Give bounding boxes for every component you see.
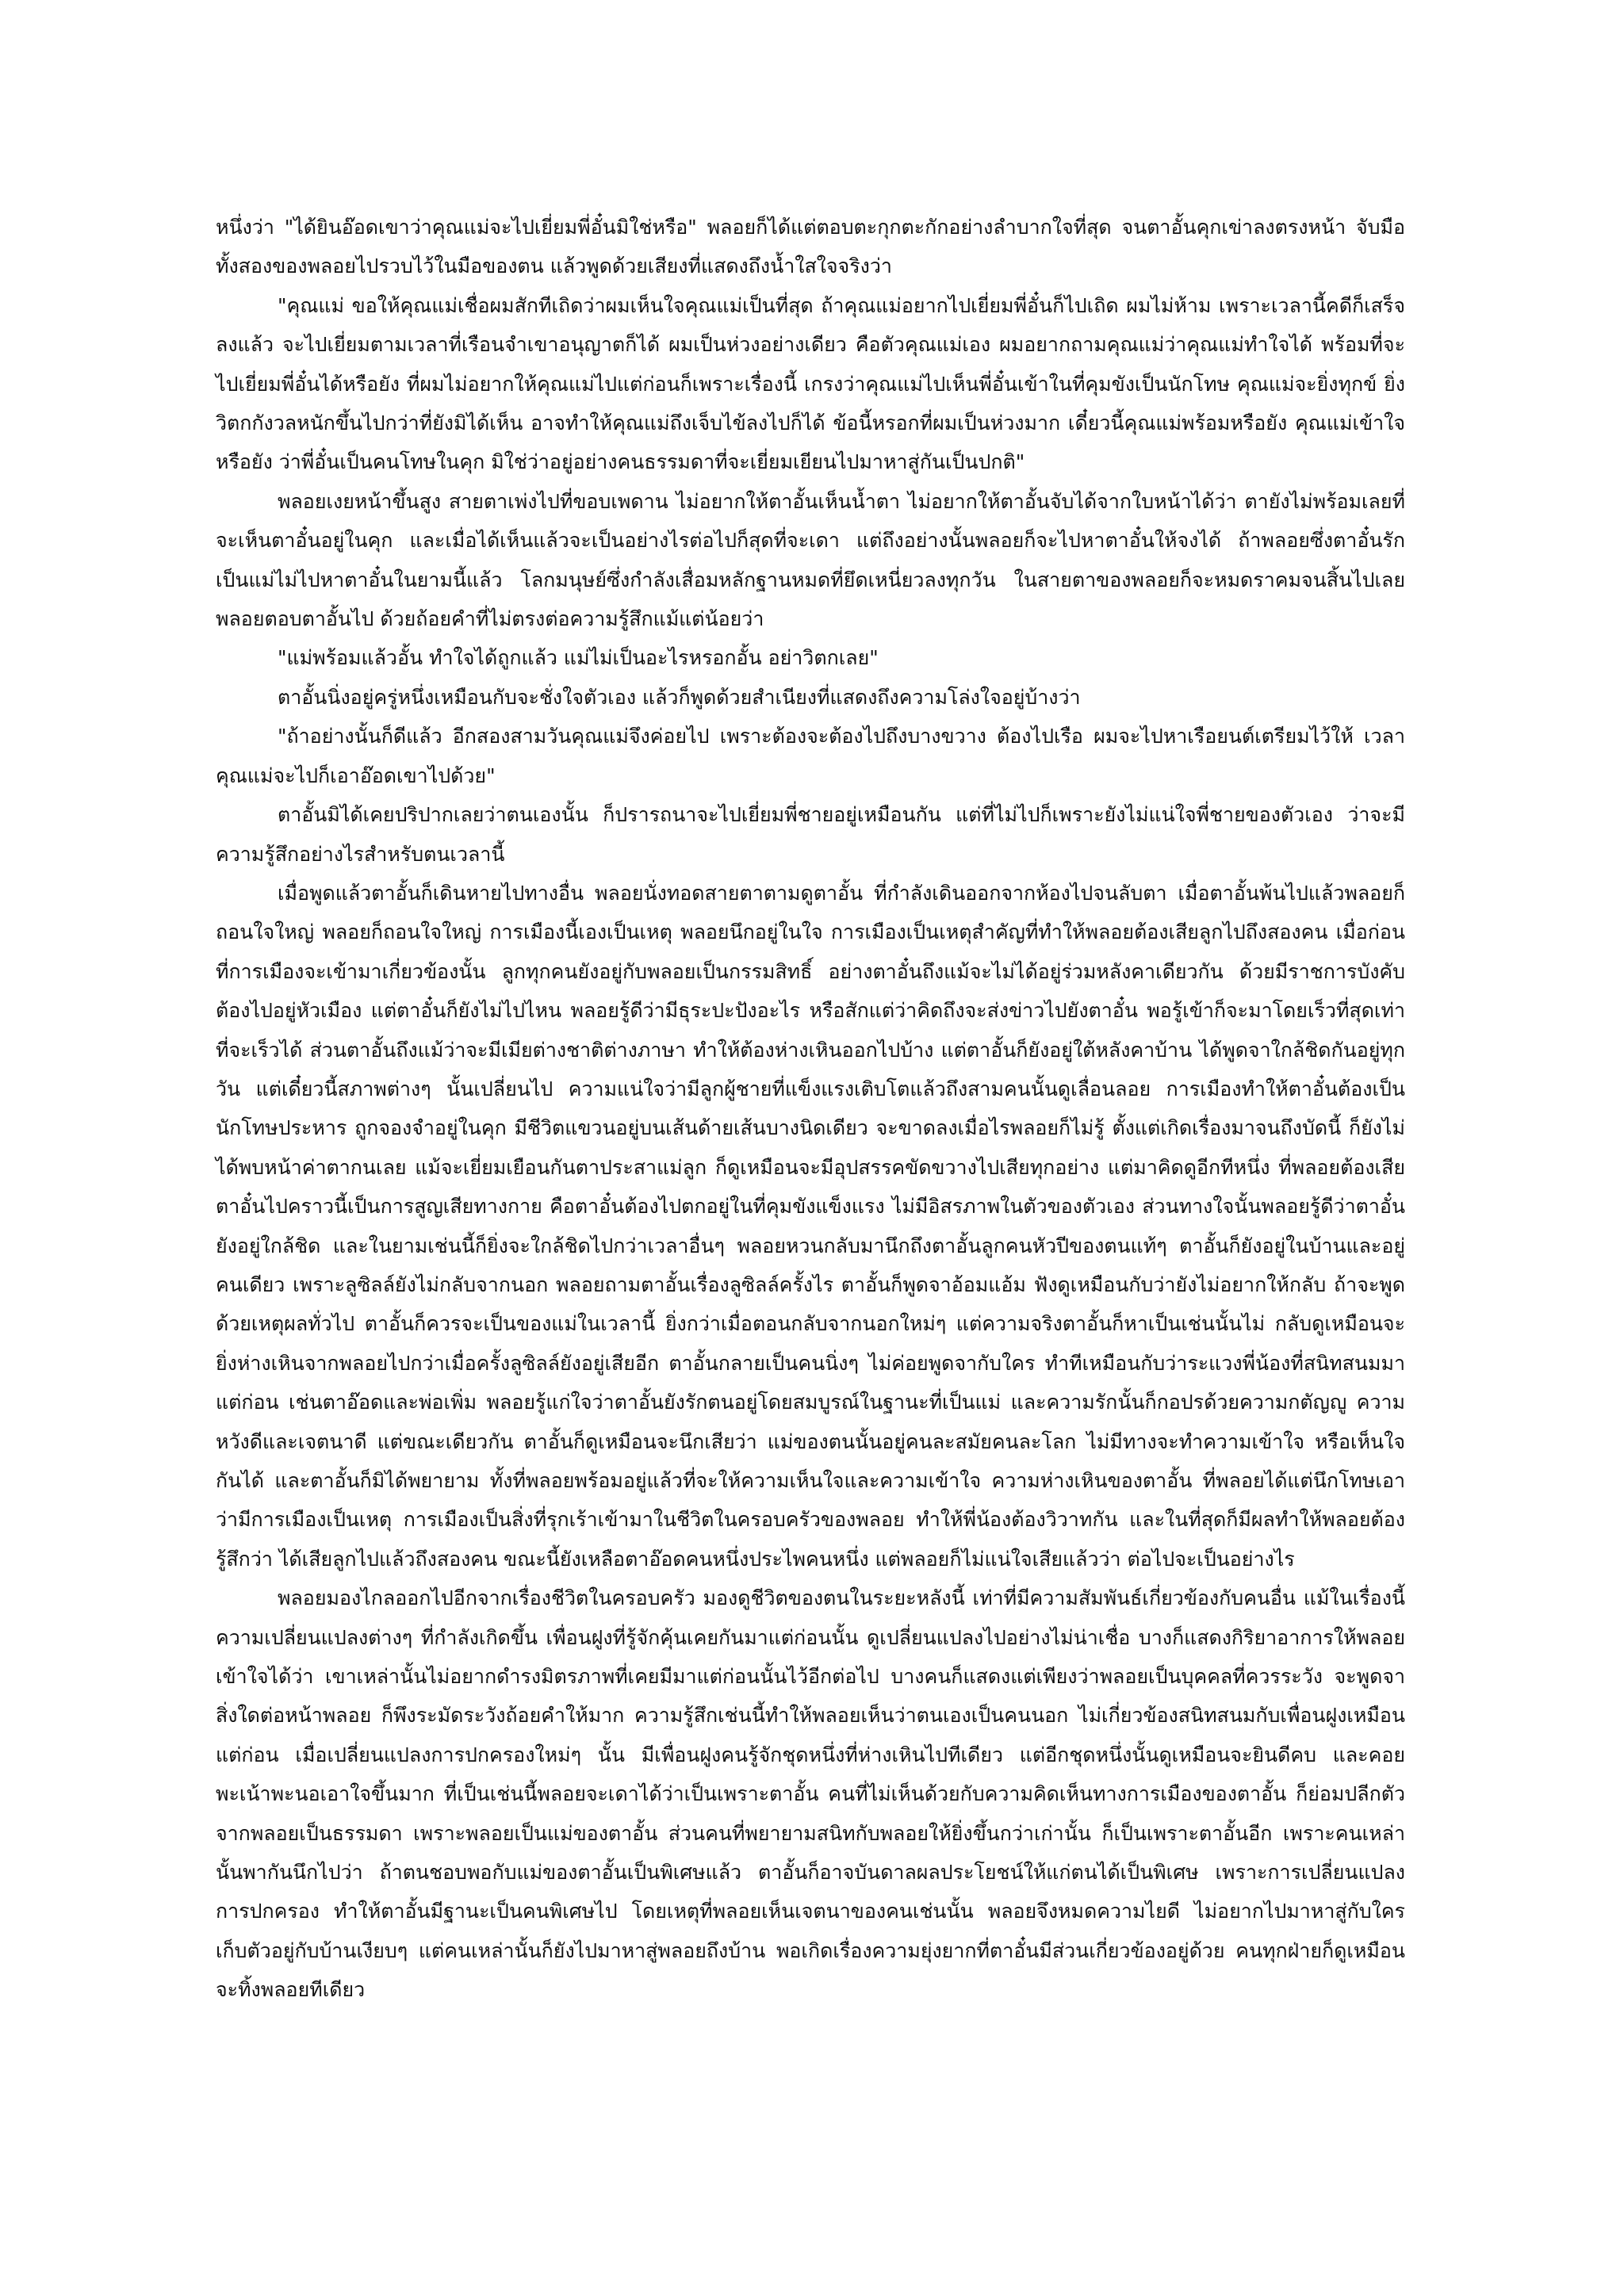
- paragraph-7: ตาอั้นมิได้เคยปริปากเลยว่าตนเองนั้น ก็ปรารถนาจะไปเยี่ยมพี่ชายอยู่เหมือนกัน แต่ที่ไม่ไปก็เพราะยังไม่แน่ใจพี่ชายของตัวเอง ว่าจะมีความรู้สึกอย่างไรสำหรับตนเวลานี้: [216, 803, 1405, 866]
- paragraph-4: "แม่พร้อมแล้วอั้น ทำใจได้ถูกแล้ว แม่ไม่เป็นอะไรหรอกอั้น อย่าวิตกเลย": [278, 646, 879, 670]
- document-page: [216, 208, 1405, 2010]
- paragraph-6: "ถ้าอย่างนั้นก็ดีแล้ว อีกสองสามวันคุณแม่จึงค่อยไป เพราะต้องจะต้องไปถึงบางขวาง ต้องไปเรือ ผมจะไปหาเรือยนต์เตรียมไว้ให้ เวลาคุณแม่จะไปก็เอาอ๊อดเขาไปด้วย": [216, 725, 1405, 787]
- paragraph-9: พลอยมองไกลออกไปอีกจากเรื่องชีวิตในครอบครัว มองดูชีวิตของตนในระยะหลังนี้ เท่าที่มีความสัมพันธ์เกี่ยวข้องกับคนอื่น แม้ในเรื่องนี้ความเปลี่ยนแปลงต่างๆ ที่กำลังเกิดขึ้น เพื่อนฝูงที่รู้จักคุ้นเคยกันมาแต่ก่อนนั้น ดูเปลี่ยนแปลงไปอย่างไม่น่าเชื่อ บางก็แสดงกิริยาอาการให้พลอยเข้าใจได้ว่า เขาเหล่านั้นไม่อยากดำรงมิตรภาพที่เคยมีมาแต่ก่อนนั้นไว้อีกต่อไป บางคนก็แสดงแต่เพียงว่าพลอยเป็นบุคคลที่ควรระวัง จะพูดจาสิ่งใดต่อหน้าพลอย ก็พึงระมัดระวังถ้อยคำให้มาก ความรู้สึกเช่นนี้ทำให้พลอยเห็นว่าตนเองเป็นคนนอก ไม่เกี่ยวข้องสนิทสนมกับเพื่อนฝูงเหมือนแต่ก่อน เมื่อเปลี่ยนแปลงการปกครองใหม่ๆ นั้น มีเพื่อนฝูงคนรู้จักชุดหนึ่งที่ห่างเหินไปทีเดียว แต่อีกชุดหนึ่งนั้นดูเหมือนจะยินดีคบ และคอยพะเน้าพะนอเอาใจขึ้นมาก ที่เป็นเช่นนี้พลอยจะเดาได้ว่าเป็นเพราะตาอั้น คนที่ไม่เห็นด้วยกับความคิดเห็นทางการเมืองของตาอั้น ก็ย่อมปลีกตัวจากพลอยเป็นธรรมดา เพราะพลอยเป็นแม่ของตาอั้น ส่วนคนที่พยายามสนิทกับพลอยให้ยิ่งขึ้นกว่าเก่านั้น ก็เป็นเพราะตาอั้นอีก เพราะคนเหล่านั้นพากันนึกไปว่า ถ้าตนชอบพอกับแม่ของตาอั้นเป็นพิเศษแล้ว ตาอั้นก็อาจบันดาลผลประโยชน์ให้แก่ตนได้เป็นพิเศษ เพราะการเปลี่ยนแปลงการปกครอง ทำให้ตาอั้นมีฐานะเป็นคนพิเศษไป โดยเหตุที่พลอยเห็นเจตนาของคนเช่นนั้น พลอยจึงหมดความไยดี ไม่อยากไปมาหาสู่กับใคร เก็บตัวอยู่กับบ้านเงียบๆ แต่คนเหล่านั้นก็ยังไปมาหาสู่พลอยถึงบ้าน พอเกิดเรื่องความยุ่งยากที่ตาอั๋นมีส่วนเกี่ยวข้องอยู่ด้วย คนทุกฝ่ายก็ดูเหมือนจะทิ้งพลอยทีเดียว: [216, 1586, 1405, 2002]
- paragraph-3: พลอยเงยหน้าขึ้นสูง สายตาเพ่งไปที่ขอบเพดาน ไม่อยากให้ตาอั้นเห็นน้ำตา ไม่อยากให้ตาอั้นจับได้จากใบหน้าได้ว่า ตายังไม่พร้อมเลยที่จะเห็นตาอั๋นอยู่ในคุก และเมื่อได้เห็นแล้วจะเป็นอย่างไรต่อไปก็สุดที่จะเดา แต่ถึงอย่างนั้นพลอยก็จะไปหาตาอั๋นให้จงได้ ถ้าพลอยซึ่งตาอั๋นรักเป็นแม่ไม่ไปหาตาอั๋นในยามนี้แล้ว โลกมนุษย์ซึ่งกำลังเสื่อมหลักฐานหมดที่ยึดเหนี่ยวลงทุกวัน ในสายตาของพลอยก็จะหมดราคมจนสิ้นไปเลย พลอยตอบตาอั้นไป ด้วยถ้อยคำที่ไม่ตรงต่อความรู้สึกแม้แต่น้อยว่า: [216, 489, 1405, 631]
- paragraph-1: หนึ่งว่า "ได้ยินอ๊อดเขาว่าคุณแม่จะไปเยี่ยมพี่อั๋นมิใช่หรือ" พลอยก็ได้แต่ตอบตะกุกตะกักอย่างลำบากใจที่สุด จนตาอั้นคุกเข่าลงตรงหน้า จับมือทั้งสองของพลอยไปรวบไว้ในมือของตน แล้วพูดด้วยเสียงที่แสดงถึงน้ำใสใจจริงว่า: [216, 216, 1405, 278]
- paragraph-5: ตาอั้นนิ่งอยู่ครู่หนึ่งเหมือนกับจะชั่งใจตัวเอง แล้วก็พูดด้วยสำเนียงที่แสดงถึงความโล่งใจอยู่บ้างว่า: [278, 685, 1081, 709]
- paragraph-8: เมื่อพูดแล้วตาอั้นก็เดินหายไปทางอื่น พลอยนั่งทอดสายตาตามดูตาอั้น ที่กำลังเดินออกจากห้องไปจนลับตา เมื่อตาอั้นพ้นไปแล้วพลอยก็ถอนใจใหญ่ พลอยก็ถอนใจใหญ่ การเมืองนี้เองเป็นเหตุ พลอยนึกอยู่ในใจ การเมืองเป็นเหตุสำคัญที่ทำให้พลอยต้องเสียลูกไปถึงสองคน เมื่อก่อนที่การเมืองจะเข้ามาเกี่ยวข้องนั้น ลูกทุกคนยังอยู่กับพลอยเป็นกรรมสิทธิ์ อย่างตาอั๋นถึงแม้จะไม่ได้อยู่ร่วมหลังคาเดียวกัน ด้วยมีราชการบังคับต้องไปอยู่หัวเมือง แต่ตาอั๋นก็ยังไม่ไปไหน พลอยรู้ดีว่ามีธุระปะปังอะไร หรือสักแต่ว่าคิดถึงจะส่งข่าวไปยังตาอั๋น พอรู้เข้าก็จะมาโดยเร็วที่สุดเท่าที่จะเร็วได้ ส่วนตาอั้นถึงแม้ว่าจะมีเมียต่างชาติต่างภาษา ทำให้ต้องห่างเหินออกไปบ้าง แต่ตาอั้นก็ยังอยู่ใต้หลังคาบ้าน ได้พูดจาใกล้ชิดกันอยู่ทุกวัน แต่เดี๋ยวนี้สภาพต่างๆ นั้นเปลี่ยนไป ความแน่ใจว่ามีลูกผู้ชายที่แข็งแรงเติบโตแล้วถึงสามคนนั้นดูเลื่อนลอย การเมืองทำให้ตาอั๋นต้องเป็นนักโทษประหาร ถูกจองจำอยู่ในคุก มีชีวิตแขวนอยู่บนเส้นด้ายเส้นบางนิดเดียว จะขาดลงเมื่อไรพลอยก็ไม่รู้ ตั้งแต่เกิดเรื่องมาจนถึงบัดนี้ ก็ยังไม่ได้พบหน้าค่าตากนเลย แม้จะเยี่ยมเยือนกันตาประสาแม่ลูก ก็ดูเหมือนจะมีอุปสรรคขัดขวางไปเสียทุกอย่าง แต่มาคิดดูอีกทีหนึ่ง ที่พลอยต้องเสียตาอั๋นไปคราวนี้เป็นการสูญเสียทางกาย คือตาอั๋นต้องไปตกอยู่ในที่คุมขังแข็งแรง ไม่มีอิสรภาพในตัวของตัวเอง ส่วนทางใจนั้นพลอยรู้ดีว่าตาอั๋นยังอยู่ใกล้ชิด และในยามเช่นนี้ก็ยิ่งจะใกล้ชิดไปกว่าเวลาอื่นๆ พลอยหวนกลับมานึกถึงตาอั้นลูกคนหัวปีของตนแท้ๆ ตาอั้นก็ยังอยู่ในบ้านและอยู่คนเดียว เพราะลูซิลล์ยังไม่กลับจากนอก พลอยถามตาอั้นเรื่องลูซิลล์ครั้งไร ตาอั้นก็พูดจาอ้อมแอ้ม ฟังดูเหมือนกับว่ายังไม่อยากให้กลับ ถ้าจะพูดด้วยเหตุผลทั่วไป ตาอั้นก็ควรจะเป็นของแม่ในเวลานี้ ยิ่งกว่าเมื่อตอนกลับจากนอกใหม่ๆ แต่ความจริงตาอั้นก็หาเป็นเช่นนั้นไม่ กลับดูเหมือนจะยิ่งห่างเหินจากพลอยไปกว่าเมื่อครั้งลูซิลล์ยังอยู่เสียอีก ตาอั้นกลายเป็นคนนิ่งๆ ไม่ค่อยพูดจากับใคร ทำทีเหมือนกับว่าระแวงพี่น้องที่สนิทสนมมาแต่ก่อน เช่นตาอ๊อดและพ่อเพิ่ม พลอยรู้แก่ใจว่าตาอั้นยังรักตนอยู่โดยสมบูรณ์ในฐานะที่เป็นแม่ และความรักนั้นก็กอปรด้วยความกตัญญู ความหวังดีและเจตนาดี แต่ขณะเดียวกัน ตาอั้นก็ดูเหมือนจะนึกเสียว่า แม่ของตนนั้นอยู่คนละสมัยคนละโลก ไม่มีทางจะทำความเข้าใจ หรือเห็นใจกันได้ และตาอั้นก็มิได้พยายาม ทั้งที่พลอยพร้อมอยู่แล้วที่จะให้ความเห็นใจและความเข้าใจ ความห่างเหินของตาอั้น ที่พลอยได้แต่นึกโทษเอาว่ามีการเมืองเป็นเหตุ การเมืองเป็นสิ่งที่รุกเร้าเข้ามาในชีวิตในครอบครัวของพลอย ทำให้พี่น้องต้องวิวาทกัน และในที่สุดก็มีผลทำให้พลอยต้องรู้สึกว่า ได้เสียลูกไปแล้วถึงสองคน ขณะนี้ยังเหลือตาอ๊อดคนหนึ่งประไพคนหนึ่ง แต่พลอยก็ไม่แน่ใจเสียแล้วว่า ต่อไปจะเป็นอย่างไร: [216, 881, 1405, 1571]
- paragraph-2: "คุณแม่ ขอให้คุณแม่เชื่อผมสักทีเถิดว่าผมเห็นใจคุณแม่เป็นที่สุด ถ้าคุณแม่อยากไปเยี่ยมพี่อั๋นก็ไปเถิด ผมไม่ห้าม เพราะเวลานี้คดีก็เสร็จลงแล้ว จะไปเยี่ยมตามเวลาที่เรือนจำเขาอนุญาตก็ได้ ผมเป็นห่วงอย่างเดียว คือตัวคุณแม่เอง ผมอยากถามคุณแม่ว่าคุณแม่ทำใจได้ พร้อมที่จะไปเยี่ยมพี่อั๋นได้หรือยัง ที่ผมไม่อยากให้คุณแม่ไปแต่ก่อนก็เพราะเรื่องนี้ เกรงว่าคุณแม่ไปเห็นพี่อั๋นเข้าในที่คุมขังเป็นนักโทษ คุณแม่จะยิ่งทุกข์ ยิ่งวิตกกังวลหนักขึ้นไปกว่าที่ยังมิได้เห็น อาจทำให้คุณแม่ถึงเจ็บไข้ลงไปก็ได้ ข้อนี้หรอกที่ผมเป็นห่วงมาก เดี๋ยวนี้คุณแม่พร้อมหรือยัง คุณแม่เข้าใจหรือยัง ว่าพี่อั๋นเป็นคนโทษในคุก มิใช่ว่าอยู่อย่างคนธรรมดาที่จะเยี่ยมเยียนไปมาหาสู่กันเป็นปกติ": [216, 293, 1405, 474]
